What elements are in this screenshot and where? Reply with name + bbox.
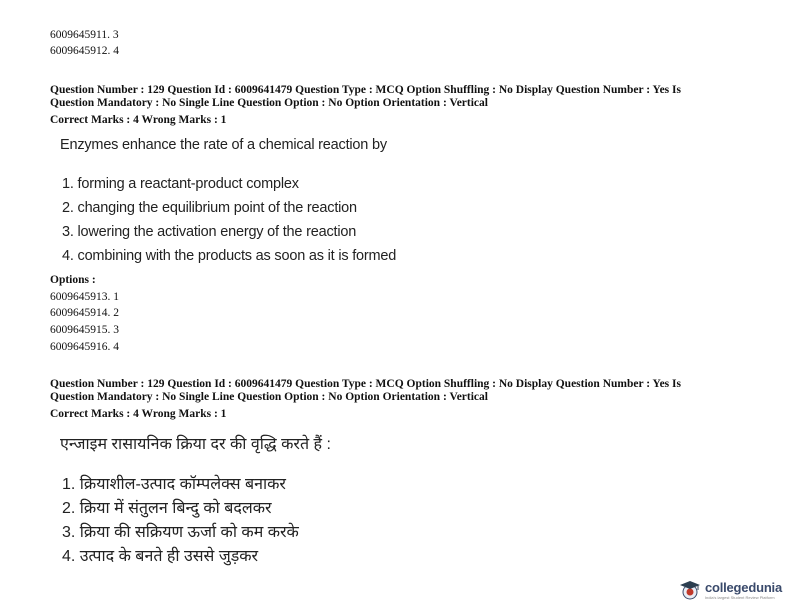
option-id-2: 6009645914. 2 [50,307,119,319]
option-id-3: 6009645915. 3 [50,324,119,336]
question-text: Enzymes enhance the rate of a chemical reaction by [60,137,387,153]
choice-hi-3: 3. क्रिया की सक्रियण ऊर्जा को कम करके [62,524,299,541]
q-hi-marks: Correct Marks : 4 Wrong Marks : 1 [50,408,227,420]
choice-list-hindi [62,473,299,569]
choice-hi-4: 4. उत्पाद के बनते ही उससे जुड़कर [62,548,259,565]
choice-3: 3. lowering the activation energy of the reaction [62,224,357,240]
choice-4: 4. combining with the products as soon as it is formed [62,248,397,264]
option-id-4: 6009645916. 4 [50,341,119,353]
question-text-hindi: एन्जाइम रासायनिक क्रिया दर की वृद्धि करते हैं : [60,436,331,453]
q-header-line1: Question Number : 129 Question Id : 6009641479 Question Type : MCQ Option Shuffling : No Display Question Number : Yes Is [50,84,681,96]
graduate-cap-icon [678,578,702,602]
q-marks: Correct Marks : 4 Wrong Marks : 1 [50,114,227,126]
options-label: Options : [50,274,96,286]
prev-option-1: 6009645911. 3 [50,29,119,41]
brand-tagline: India's largest Student Review Platform [704,595,775,600]
choice-hi-1: 1. क्रियाशील-उत्पाद कॉम्पलेक्स बनाकर [62,476,286,493]
q-header-line2: Question Mandatory : No Single Line Question Option : No Option Orientation : Vertical [50,97,488,109]
brand-name: collegedunia [704,580,782,595]
choice-list [62,172,396,268]
choice-hi-2: 2. क्रिया में संतुलन बिन्दु को बदलकर [62,500,272,517]
prev-option-2: 6009645912. 4 [50,45,119,57]
choice-1: 1. forming a reactant-product complex [62,176,299,192]
q-hi-header-line2: Question Mandatory : No Single Line Question Option : No Option Orientation : Vertical [50,391,488,403]
choice-2: 2. changing the equilibrium point of the reaction [62,200,357,216]
option-id-1: 6009645913. 1 [50,291,119,303]
collegedunia-watermark [678,578,782,602]
q-hi-header-line1: Question Number : 129 Question Id : 6009641479 Question Type : MCQ Option Shuffling : No Display Question Number : Yes Is [50,378,681,390]
